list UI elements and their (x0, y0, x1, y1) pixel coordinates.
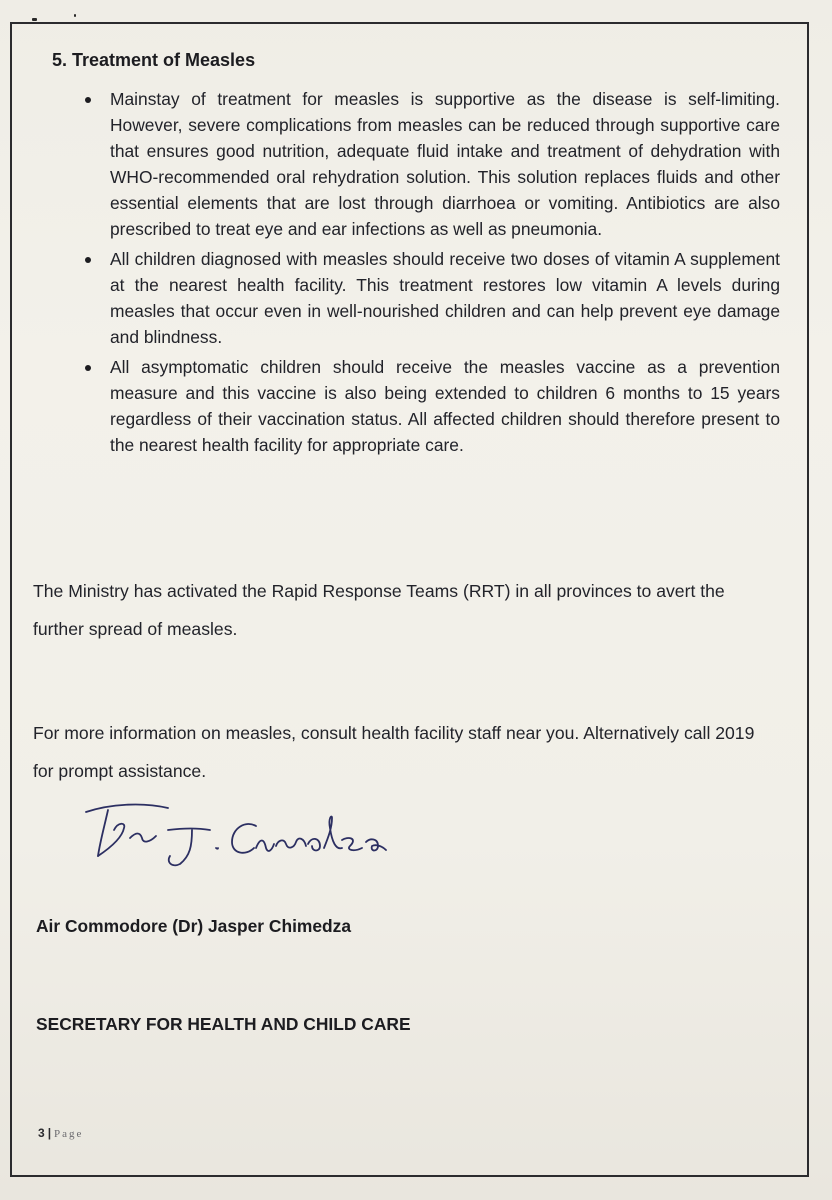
bullet-dot-icon (85, 257, 91, 263)
rrt-paragraph: The Ministry has activated the Rapid Response Teams (RRT) in all provinces to avert the further spread of measles. (33, 581, 725, 639)
bullet-text: All children diagnosed with measles should receive two doses of vitamin A supplement at the nearest health facility. This treatment restores low vitamin A levels during measles that occur even in well-nourished children and can help prevent eye damage and blindness. (110, 249, 780, 347)
treatment-bullet-list (80, 86, 780, 458)
scan-mark (74, 14, 76, 17)
bullet-item (80, 246, 780, 350)
footer-separator: | (47, 1126, 52, 1140)
page-number: 3 (38, 1126, 45, 1140)
scan-mark (32, 18, 37, 21)
page-label: Page (54, 1128, 84, 1140)
signatory-name: Air Commodore (Dr) Jasper Chimedza (36, 916, 352, 936)
bullet-item (80, 86, 780, 242)
bullet-item (80, 354, 780, 458)
handwritten-signature (80, 798, 410, 878)
page-footer (38, 1126, 83, 1140)
info-paragraph: For more information on measles, consult health facility staff near you. Alternatively call 2019 for prompt assistance. (33, 723, 755, 781)
section-title: 5. Treatment of Measles (52, 50, 256, 70)
bullet-text: Mainstay of treatment for measles is supportive as the disease is self-limiting. However, severe complications from measles can be reduced through supportive care that ensures good nutrition, adequate fluid intake and treatment of dehydration with WHO-recommended oral rehydration solution. This solution replaces fluids and other essential elements that are lost through diarrhoea or vomiting. Antibiotics are also prescribed to treat eye and ear infections as well as pneumonia. (110, 89, 780, 239)
bullet-text: All asymptomatic children should receive the measles vaccine as a prevention measure and this vaccine is also being extended to children 6 months to 15 years regardless of their vaccination status. All affected children should therefore present to the nearest health facility for appropriate care. (110, 357, 780, 455)
bullet-dot-icon (85, 97, 91, 103)
bullet-dot-icon (85, 365, 91, 371)
signatory-title: SECRETARY FOR HEALTH AND CHILD CARE (36, 1014, 411, 1034)
